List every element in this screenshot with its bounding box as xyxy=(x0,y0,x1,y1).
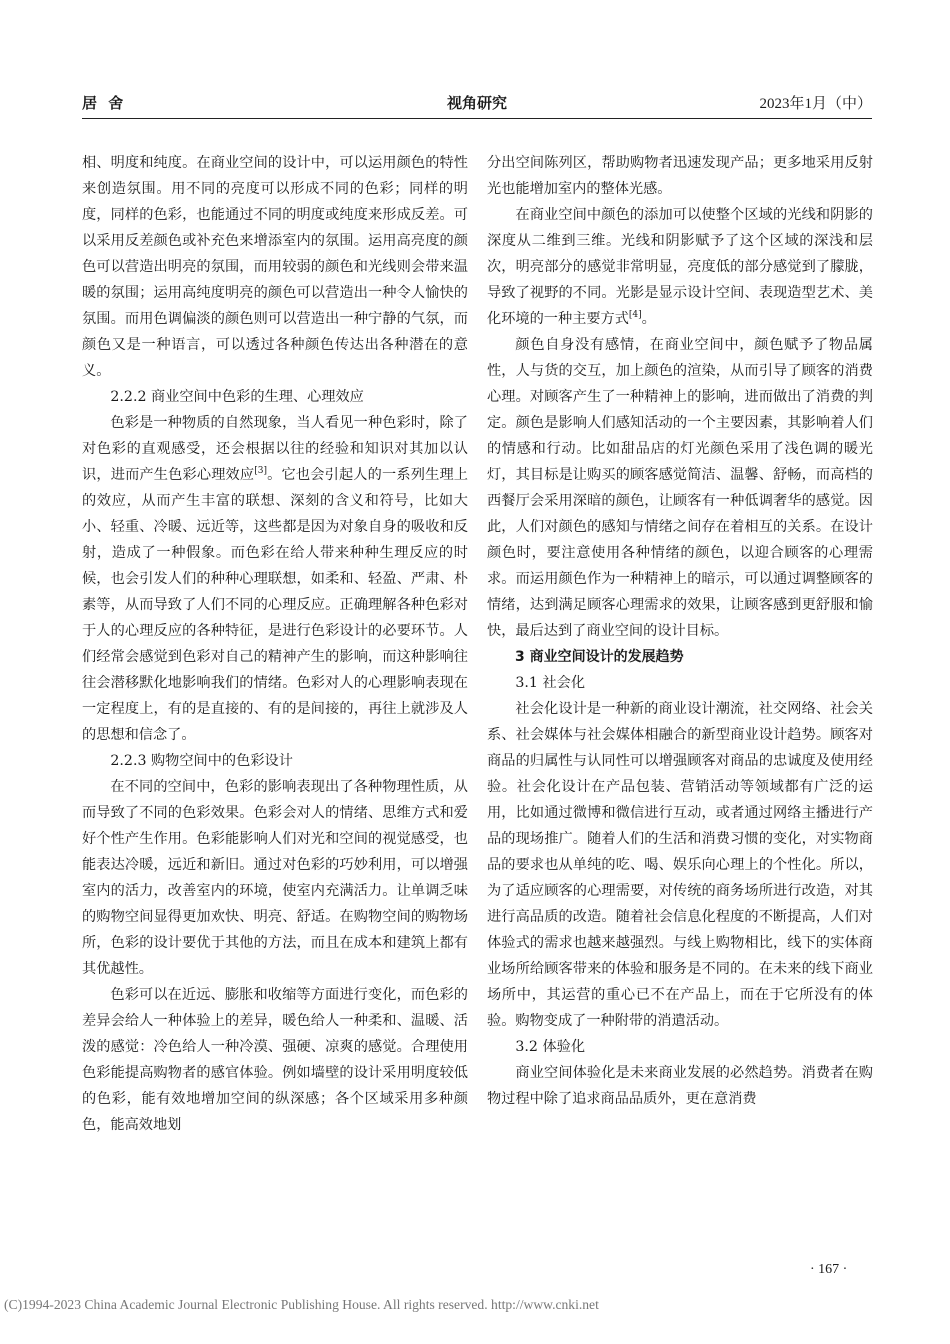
paragraph: 在不同的空间中，色彩的影响表现出了各种物理性质，从而导致了不同的色彩效果。色彩会对人的情绪、思维方式和爱好个性产生作用。色彩能影响人们对光和空间的视觉感受，也能表达冷暖，远近和新旧。通过对色彩的巧妙利用，可以增强室内的活力，改善室内的环境，使室内充满活力。让单调乏味的购物空间显得更加欢快、明亮、舒适。在购物空间的购物场所，色彩的设计要优于其他的方法，而且在成本和建筑上都有其优越性。 xyxy=(82,779,468,977)
text-run: 。它也会引起人的一系列生理上的效应，从而产生丰富的联想、深刻的含义和符号，比如大小、轻重、冷暖、远近等，这些都是因为对象自身的吸收和反射，造成了一种假象。而色彩在给人带来种种生理反应的时候，也会引发人们的种种心理联想，如柔和、轻盈、严肃、朴素等，从而导致了人们不同的心理反应。正确理解各种色彩对于人的心理反应的各种特征，是进行色彩设计的必要环节。人们经常会感觉到色彩对自己的精神产生的影响，而这种影响往往会潜移默化地影响我们的情绪。色彩对人的心理影响表现在一定程度上，有的是直接的、有的是间接的，再往上就涉及人的思想和信念了。 xyxy=(82,467,468,743)
paragraph: 色彩可以在近远、膨胀和收缩等方面进行变化，而色彩的差异会给人一种体验上的差异，暖色给人一种柔和、温暖、活泼的感觉：冷色给人一种冷漠、强硬、凉爽的感觉。合理使用色彩能提高购物者的感官体验。例如墙壁的设计采用明度较低的色彩，能有效地增加空间的纵深感；各个区域采用多种颜色，能高效地划 xyxy=(82,987,468,1133)
page-number: · 167 · xyxy=(810,1262,848,1277)
right-column xyxy=(487,150,873,1112)
subsection-heading-2-2-2: 2.2.2 商业空间中色彩的生理、心理效应 xyxy=(110,389,364,405)
text-run: 在商业空间中颜色的添加可以使整个区域的光线和阴影的深度从二维到三维。光线和阴影赋予了这个区域的深浅和层次，明亮部分的感觉非常明显，亮度低的部分感觉到了朦胧，导致了视野的不同。光影是显示设计空间、表现造型艺术、美化环境的一种主要方式 xyxy=(487,207,873,327)
paragraph: 社会化设计是一种新的商业设计潮流，社交网络、社会关系、社会媒体与社会媒体相融合的新型商业设计趋势。顾客对商品的归属性与认同性可以增强顾客对商品的忠诚度及使用经验。社会化设计在产品包装、营销活动等领域都有广泛的运用，比如通过微博和微信进行互动，或者通过网络主播进行产品的现场推广。随着人们的生活和消费习惯的变化，对实物商品的要求也从单纯的吃、喝、娱乐向心理上的个性化。所以，为了适应顾客的心理需要，对传统的商务场所进行改造，对其进行高品质的改造。随着社会信息化程度的不断提高，人们对体验式的需求也越来越强烈。与线上购物相比，线下的实体商业场所给顾客带来的体验和服务是不同的。在未来的线下商业场所中，其运营的重心已不在产品上，而在于它所没有的体验。购物变成了一种附带的消遣活动。 xyxy=(487,701,873,1029)
subsection-heading-2-2-3: 2.2.3 购物空间中的色彩设计 xyxy=(110,753,293,769)
copyright-footer: (C)1994-2023 China Academic Journal Electronic Publishing House. All rights reserved. http://www.cnki.net xyxy=(4,1297,599,1312)
section-title: 视角研究 xyxy=(446,94,507,112)
running-header xyxy=(82,92,872,116)
paragraph: 商业空间体验化是未来商业发展的必然趋势。消费者在购物过程中除了追求商品品质外，更在意消费 xyxy=(487,1065,873,1107)
paragraph: 颜色自身没有感情，在商业空间中，颜色赋予了物品属性，人与货的交互，加上颜色的渲染，从而引导了顾客的消费心理。对顾客产生了一种精神上的影响，进而做出了消费的判定。颜色是影响人们感知活动的一个主要因素，其影响着人们的情感和行动。比如甜品店的灯光颜色采用了浅色调的暖光灯，其目标是让购买的顾客感觉简洁、温馨、舒畅，而高档的西餐厅会采用深暗的颜色，让顾客有一种低调奢华的感觉。因此，人们对颜色的感知与情绪之间存在着相互的关系。在设计颜色时，要注意使用各种情绪的颜色，以迎合顾客的心理需求。而运用颜色作为一种精神上的暗示，可以通过调整顾客的情绪，达到满足顾客心理需求的效果，让顾客感到更舒服和愉快，最后达到了商业空间的设计目标。 xyxy=(487,337,873,639)
citation-3[interactable]: [3] xyxy=(254,466,268,476)
paragraph: 分出空间陈列区，帮助购物者迅速发现产品；更多地采用反射光也能增加室内的整体光感。 xyxy=(487,155,873,197)
issue-date: 2023年1月（中） xyxy=(759,96,872,112)
subsection-heading-3-1: 3.1 社会化 xyxy=(515,675,586,691)
paragraph xyxy=(82,410,468,748)
section-heading-3: 3 商业空间设计的发展趋势 xyxy=(515,649,684,665)
paragraph xyxy=(487,202,873,332)
paragraph: 相、明度和纯度。在商业空间的设计中，可以运用颜色的特性来创造氛围。用不同的亮度可以形成不同的色彩；同样的明度，同样的色彩，也能通过不同的明度或纯度来形成反差。可以采用反差颜色或补充色来增添室内的氛围。运用高亮度的颜色可以营造出明亮的氛围，而用较弱的颜色和光线则会带来温暖的氛围；运用高纯度明亮的颜色可以营造出一种令人愉快的氛围。而用色调偏淡的颜色则可以营造出一种宁静的气氛，而颜色又是一种语言，可以透过各种颜色传达出各种潜在的意义。 xyxy=(82,155,468,379)
citation-4[interactable]: [4] xyxy=(628,310,642,320)
left-column xyxy=(82,150,468,1138)
text-run: 。 xyxy=(641,311,656,327)
header-rule xyxy=(82,118,872,119)
journal-name: 居 舍 xyxy=(82,94,127,112)
subsection-heading-3-2: 3.2 体验化 xyxy=(515,1039,586,1055)
text-run: 色彩是一种物质的自然现象，当人看见一种色彩时，除了对色彩的直观感受，还会根据以往的经验和知识对其加以认识，进而产生色彩心理效应 xyxy=(82,415,468,483)
